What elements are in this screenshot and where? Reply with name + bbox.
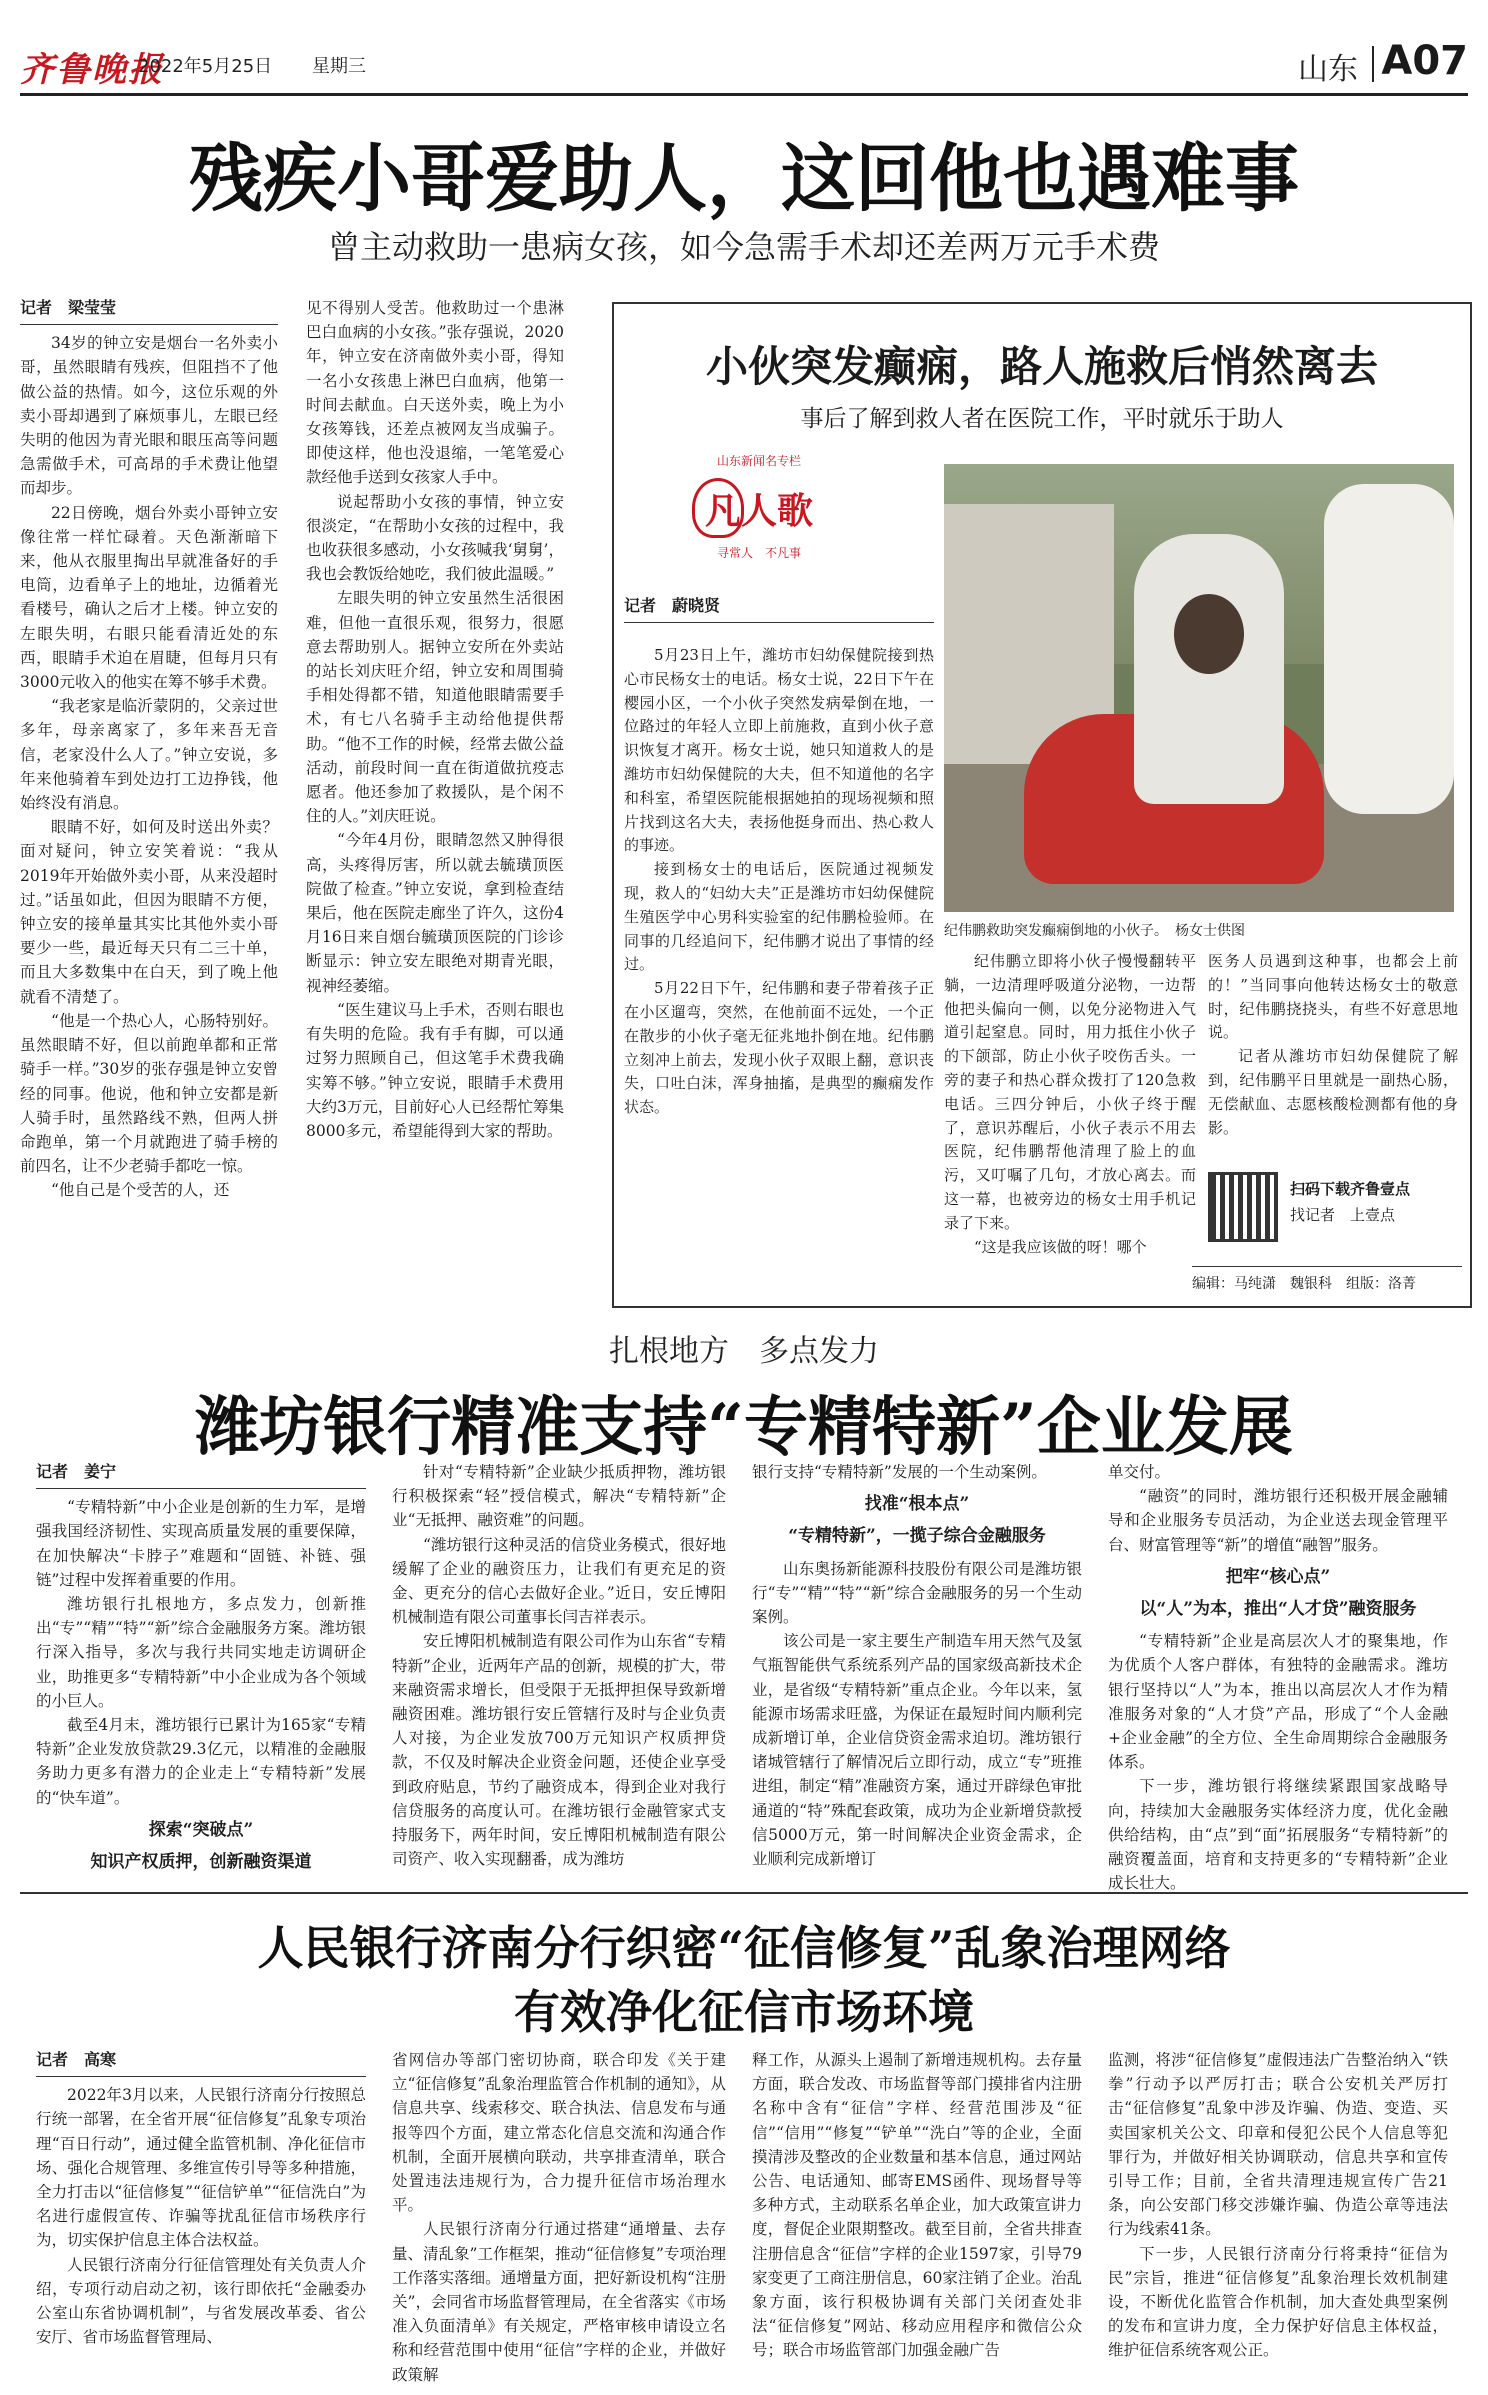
story3-column-1 [36,1460,366,1880]
story4-paragraph: 人民银行济南分行征信管理处有关负责人介绍，专项行动启动之初，该行即依托“金融委办公室山东省协调机制”，与省发展改革委、省公安厅、省市场监督管理局、 [36,2255,366,2347]
story3-kicker: 扎根地方 多点发力 [609,1334,879,1369]
newspaper-logo: 齐鲁晚报 [20,50,164,90]
story3-headline: 潍坊银行精准支持“专精特新”企业发展 [195,1390,1293,1465]
story3-column-3 [752,1460,1082,1880]
badge-top-text: 山东新闻名专栏 [716,454,801,468]
story3-paragraph: “专精特新”中小企业是创新的生力军，是增强我国经济韧性、实现高质量发展的重要保障，在加快解决“卡脖子”难题和“固链、补链、强链”过程中发挥着重要的作用。 [36,1498,366,1589]
story1-subhead: 曾主动救助一患病女孩，如今急需手术却还差两万元手术费 [327,228,1160,266]
story2-paragraph: 接到杨女士的电话后，医院通过视频发现，救人的“妇幼大夫”正是潍坊市妇幼保健院生殖医学中心男科实验室的纪伟鹏检验师。在同事的几经追问下，纪伟鹏才说出了事情的经过。 [624,860,934,974]
story1-headline: 残疾小哥爱助人，这回他也遇难事 [189,136,1299,222]
story3-subhead: 找准“根本点” [864,1494,970,1515]
photo-caption: 纪伟鹏救助突发癫痫倒地的小伙子。 杨女士供图 [944,923,1245,939]
treble-clef-icon [692,478,744,538]
story4-headline: 人民银行济南分行织密“征信修复”乱象治理网络 [257,1921,1231,1975]
section-name: 山东 [1298,52,1358,87]
story3-subhead: 探索“突破点” [148,1819,254,1840]
story1-paragraph: 22日傍晚，烟台外卖小哥钟立安像往常一样忙碌着。天色渐渐暗下来，他从衣服里掏出早就准备好的手电筒，边看单子上的地址，边循着光看楼号，确认之后才上楼。钟立安的左眼失明，右眼只能看清近处的东西，眼睛手术迫在眉睫，但每月只有3000元收入的他实在筹不够手术费。 [20,503,278,692]
rescue-photo [944,464,1454,912]
qr-subtitle: 找记者 上壹点 [1290,1206,1396,1224]
story2-headline: 小伙突发癫痫，路人施救后悄然离去 [705,342,1378,391]
story4-headline-line2: 有效净化征信市场环境 [514,1985,974,2039]
story3-paragraph: 截至4月末，潍坊银行已累计为165家“专精特新”企业发放贷款29.3亿元，以精准的金融服务助力更多有潜力的企业走上“专精特新”发展的“快车道”。 [36,1716,366,1807]
story1-paragraph: 眼睛不好，如何及时送出外卖？面对疑问，钟立安笑着说：“我从2019年开始做外卖小哥，从来没超时过。”话虽如此，但因为眼睛不方便，钟立安的接单量其实比其他外卖小哥要少一些，最近每天只有二三十单，而且大多数集中在白天，到了晚上他就看不清楚了。 [20,818,278,1006]
story4-byline: 记者 高寒 [36,2048,366,2077]
section-divider [1372,46,1374,82]
story2-column-2 [944,950,1196,1276]
story2-paragraph: 纪伟鹏立即将小伙子慢慢翻转平躺，一边清理呼吸道分泌物，一边帮他把头偏向一侧，以免分泌物进入气道引起窒息。同时，用力抵住小伙子的下颌部，防止小伙子咬伤舌头。一旁的妻子和热心群众拨打了120急救电话。三四分钟后，小伙子终于醒了，意识苏醒后，小伙子表示不用去医院，纪伟鹏帮他清理了脸上的血污，又叮嘱了几句，才放心离去。而这一幕，也被旁边的杨女士用手机记录了下来。 [944,952,1196,1232]
story1-paragraph: “医生建议马上手术，否则右眼也有失明的危险。我有手有脚，可以通过努力照顾自己，但这笔手术费我确实筹不够。”钟立安说，眼睛手术费用大约3万元，目前好心人已经帮忙筹集8000多元，希望能得到大家的帮助。 [306,1000,564,1140]
story3-paragraph: 下一步，潍坊银行将继续紧跟国家战略导向，持续加大金融服务实体经济力度，优化金融供给结构，由“点”到“面”拓展服务“专精特新”的融资覆盖面，培育和支持更多的“专精特新”企业成长壮大。 [1108,1777,1448,1893]
story4-column-1 [36,2048,366,2388]
story3-paragraph: 银行支持“专精特新”发展的一个生动案例。 [752,1463,1047,1481]
story4-paragraph: 2022年3月以来，人民银行济南分行按照总行统一部署，在全省开展“征信修复”乱象专项治理“百日行动”，通过健全监管机制、净化征信市场、强化合规管理、多维宣传引导等多种措施，全力打击以“征信修复”“征信铲单”“征信洗白”为名进行虚假宣传、诈骗等扰乱征信市场秩序行为，切实保护信息主体合法权益。 [36,2086,366,2250]
story3-paragraph: 该公司是一家主要生产制造车用天然气及氢气瓶智能供气系统系列产品的国家级高新技术企业，是省级“专精特新”重点企业。今年以来，氢能源市场需求旺盛，为保证在最短时间内顺利完成新增订单，企业信贷资金需求迫切。潍坊银行诸城管辖行了解情况后立即行动，成立“专”班推进组，制定“精”准融资方案，通过开辟绿色审批通道的“特”殊配套政策，成功为企业新增贷款授信5000万元，第一时间解决企业资金需求，企业顺利完成新增订 [752,1632,1082,1869]
story1-paragraph: 34岁的钟立安是烟台一名外卖小哥，虽然眼睛有残疾，但阻挡不了他做公益的热情。如今，这位乐观的外卖小哥却遇到了麻烦事儿，左眼已经失明的他因为青光眼和眼压高等问题急需做手术，可高昂的手术费让他望而却步。 [20,334,278,498]
story1-paragraph: 说起帮助小女孩的事情，钟立安很淡定，“在帮助小女孩的过程中，我也收获很多感动，小女孩喊我‘舅舅’，我也会教饭给她吃，我们彼此温暖。” [306,492,564,584]
story1-paragraph: 左眼失明的钟立安虽然生活很困难，但他一直很乐观，很努力，很愿意去帮助别人。据钟立安所在外卖站的站长刘庆旺介绍，钟立安和周围骑手相处得都不错，知道他眼睛需要手术，有七八名骑手主动给他提供帮助。“他不工作的时候，经常去做公益活动，前段时间一直在街道做抗疫志愿者。他还参加了救援队，是个闲不住的人。”刘庆旺说。 [306,589,564,826]
page-number: A07 [1381,38,1468,84]
story3-paragraph: “潍坊银行这种灵活的信贷业务模式，很好地缓解了企业的融资压力，让我们有更充足的资金、更充分的信心去做好企业。”近日，安丘博阳机械制造有限公司董事长闫吉祥表示。 [392,1535,726,1627]
story1-byline: 记者 梁莹莹 [20,296,278,325]
story4-paragraph: 人民银行济南分行通过搭建“通增量、去存量、清乱象”工作框架，推动“征信修复”专项治理工作落实落细。通增量方面，把好新设机构“注册关”，会同省市场监督管理局，在全省落实《市场准入负面清单》有关规定，严格审核申请设立名称和经营范围中使用“征信”字样的企业，并做好政策解 [392,2220,726,2384]
story1-column-1 [20,296,278,1302]
story3-subhead: 知识产权质押，创新融资渠道 [90,1852,312,1873]
story3-paragraph: 安丘博阳机械制造有限公司作为山东省“专精特新”企业，近两年产品的创新，规模的扩大，带来融资需求增长，但受限于无抵押担保导致新增融资困难。潍坊银行安丘管辖行及时与企业负责人对接，为企业发放700万元知识产权质押贷款，不仅及时解决企业资金问题，还使企业享受到政府贴息，节约了融资成本，得到企业对我行信贷服务的高度认可。在潍坊银行金融管家式支持服务下，两年时间，安丘博阳机械制造有限公司资产、收入实现翻番，成为潍坊 [392,1632,726,1869]
story2-paragraph: “这是我应该做的呀！哪个 [974,1237,1147,1256]
section-separator [20,1892,1468,1894]
qr-code[interactable] [1208,1172,1278,1242]
story3-byline: 记者 姜宁 [36,1460,366,1489]
story3-paragraph: 针对“专精特新”企业缺少抵质押物，潍坊银行积极探索“轻”授信模式，解决“专精特新”企业“无抵押、融资难”的问题。 [392,1463,726,1530]
story3-paragraph: 潍坊银行扎根地方，多点发力，创新推出“专”“精”“特”“新”综合金融服务方案。潍坊银行深入指导，多次与我行共同实地走访调研企业，助推更多“专精特新”中小企业成为各个领域的小巨人。 [36,1595,366,1710]
story2-byline: 记者 蔚晓贤 [624,594,934,623]
column-badge [684,452,834,572]
story2-box [612,302,1472,1308]
story1-paragraph: 见不得别人受苦。他救助过一个患淋巴白血病的小女孩。”张存强说，2020年，钟立安在济南做外卖小哥，得知一名小女孩患上淋巴白血病，他第一时间去献血。白天送外卖，晚上为小女孩筹钱，还差点被网友当成骗子。即使这样，他也没退缩，一笔笔爱心款经他手送到女孩家人手中。 [306,299,564,487]
weekday: 星期三 [312,56,366,77]
story1-column-2 [306,296,564,1302]
story2-paragraph: 医务人员遇到这种事，也都会上前的！”当同事向他转达杨女士的敬意时，纪伟鹏挠挠头，有些不好意思地说。 [1208,952,1458,1042]
story1-paragraph: “他自己是个受苦的人，还 [51,1181,230,1200]
story4-paragraph: 下一步，人民银行济南分行将秉持“征信为民”宗旨，推进“征信修复”乱象治理长效机制建设，不断优化监管合作机制，加大查处典型案例的发布和宣讲力度，全力保护好信息主体权益，维护征信系统客观公正。 [1108,2244,1448,2360]
story3-paragraph: 山东奥扬新能源科技股份有限公司是潍坊银行“专”“精”“特”“新”综合金融服务的另一个生动案例。 [752,1559,1082,1627]
story1-paragraph: “我老家是临沂蒙阴的，父亲过世多年，母亲离家了，多年来吾无音信，老家没什么人了。”钟立安说，多年来他骑着车到处边打工边挣钱，他始终没有消息。 [20,697,278,813]
story2-paragraph: 记者从潍坊市妇幼保健院了解到，纪伟鹏平日里就是一副热心肠，无偿献血、志愿核酸检测都有他的身影。 [1208,1047,1458,1137]
story4-column-4 [1108,2048,1448,2388]
story3-paragraph: “专精特新”企业是高层次人才的聚集地，作为优质个人客户群体，有独特的金融需求。潍坊银行坚持以“人”为本，推出以高层次人才作为精准服务对象的“人才贷”产品，形成了“个人金融+企业金融”的全方位、全生命周期综合金融服务体系。 [1108,1632,1448,1772]
story4-column-3 [752,2048,1082,2388]
story3-column-4 [1108,1460,1448,1893]
story4-paragraph: 监测，将涉“征信修复”虚假违法广告整治纳入“铁拳”行动予以严厉打击；联合公安机关严厉打击“征信修复”乱象中涉及诈骗、伪造、变造、买卖国家机关公文、印章和侵犯公民个人信息等犯罪行为，并做好相关协调联动，信息共享和宣传引导工作；目前，全省共清理违规宣传广告21条，向公安部门移交涉嫌诈骗、伪造公章等违法行为线索41条。 [1108,2051,1448,2239]
story4-paragraph: 省网信办等部门密切协商，联合印发《关于建立“征信修复”乱象治理监管合作机制的通知》，从信息共享、线索移交、联合执法、信息发布与通报等四个方面，建立常态化信息交流和沟通合作机制，全面开展横向联动，共享排查清单，联合处置违法违规行为，合力提升征信市场治理水平。 [392,2051,726,2215]
issue-date: 2022年5月25日 [138,56,273,77]
story2-paragraph: 5月22日下午，纪伟鹏和妻子带着孩子正在小区遛弯，突然，在他前面不远处，一个正在散步的小伙子毫无征兆地扑倒在地。纪伟鹏立刻冲上前去，发现小伙子双眼上翻，意识丧失，口吐白沫，浑身抽搐，是典型的癫痫发作状态。 [624,979,934,1117]
story3-paragraph: “融资”的同时，潍坊银行还积极开展金融辅导和企业服务专员活动，为企业送去现金管理平台、财富管理等“新”的增值“融智”服务。 [1108,1487,1448,1554]
story1-paragraph: “他是一个热心人，心肠特别好。虽然眼睛不好，但以前跑单都和正常骑手一样。”30岁的张存强是钟立安曾经的同事。他说，他和钟立安都是新人骑手时，虽然路线不熟，但两人拼命跑单，第一个月就跑进了骑手榜的前四名，让不少老骑手都吃一惊。 [20,1011,278,1176]
story2-column-1-body [624,644,934,1304]
editor-credits: 编辑：马纯潇 魏银科 组版：洛菁 [1192,1266,1462,1293]
badge-title: 凡人歌 [704,490,813,532]
story3-paragraph: 单交付。 [1108,1463,1171,1481]
story2-subhead: 事后了解到救人者在医院工作，平时就乐于助人 [800,406,1284,432]
story2-paragraph: 5月23日上午，潍坊市妇幼保健院接到热心市民杨女士的电话。杨女士说，22日下午在樱园小区，一个小伙子突然发病晕倒在地，一位路过的年轻人立即上前施救，直到小伙子意识恢复才离开。杨女士说，她只知道救人的是潍坊市妇幼保健院的大夫，但不知道他的名字和科室，希望医院能根据她拍的现场视频和照片找到这名大夫，表扬他挺身而出、热心救人的事迹。 [624,646,934,855]
story3-subhead: “专精特新”，一揽子综合金融服务 [788,1526,1046,1547]
story4-column-2 [392,2048,726,2388]
badge-bottom-text: 寻常人 不凡事 [716,546,801,560]
qr-title: 扫码下载齐鲁壹点 [1290,1180,1411,1198]
story3-subhead: 把牢“核心点” [1225,1566,1331,1587]
story3-subhead: 以“人”为本，推出“人才贷”融资服务 [1139,1599,1417,1620]
story1-paragraph: “今年4月份，眼睛忽然又肿得很高，头疼得厉害，所以就去毓璜顶医院做了检查。”钟立安说，拿到检查结果后，他在医院走廊坐了许久，这份4月16日来自烟台毓璜顶医院的门诊诊断显示：钟立安左眼绝对期青光眼，视神经萎缩。 [306,831,564,995]
story3-column-2 [392,1460,726,1880]
masthead [20,34,1468,96]
story4-paragraph: 释工作，从源头上遏制了新增违规机构。去存量方面，联合发改、市场监督等部门摸排省内注册名称中含有“征信”字样、经营范围涉及“征信”“信用”“修复”“铲单”“洗白”等的企业，全面摸清涉及整改的企业数量和基本信息，通过网站公告、电话通知、邮寄EMS函件、现场督导等多种方式，主动联系名单企业，加大政策宣讲力度，督促企业限期整改。截至目前，全省共排查注册信息含“征信”字样的企业1597家，引导79家变更了工商注册信息，60家注销了企业。治乱象方面，该行积极协调有关部门关闭查处非法“征信修复”网站、移动应用程序和微信公众号；联合市场监管部门加强金融广告 [752,2051,1082,2360]
story2-column-3 [1208,950,1458,1137]
